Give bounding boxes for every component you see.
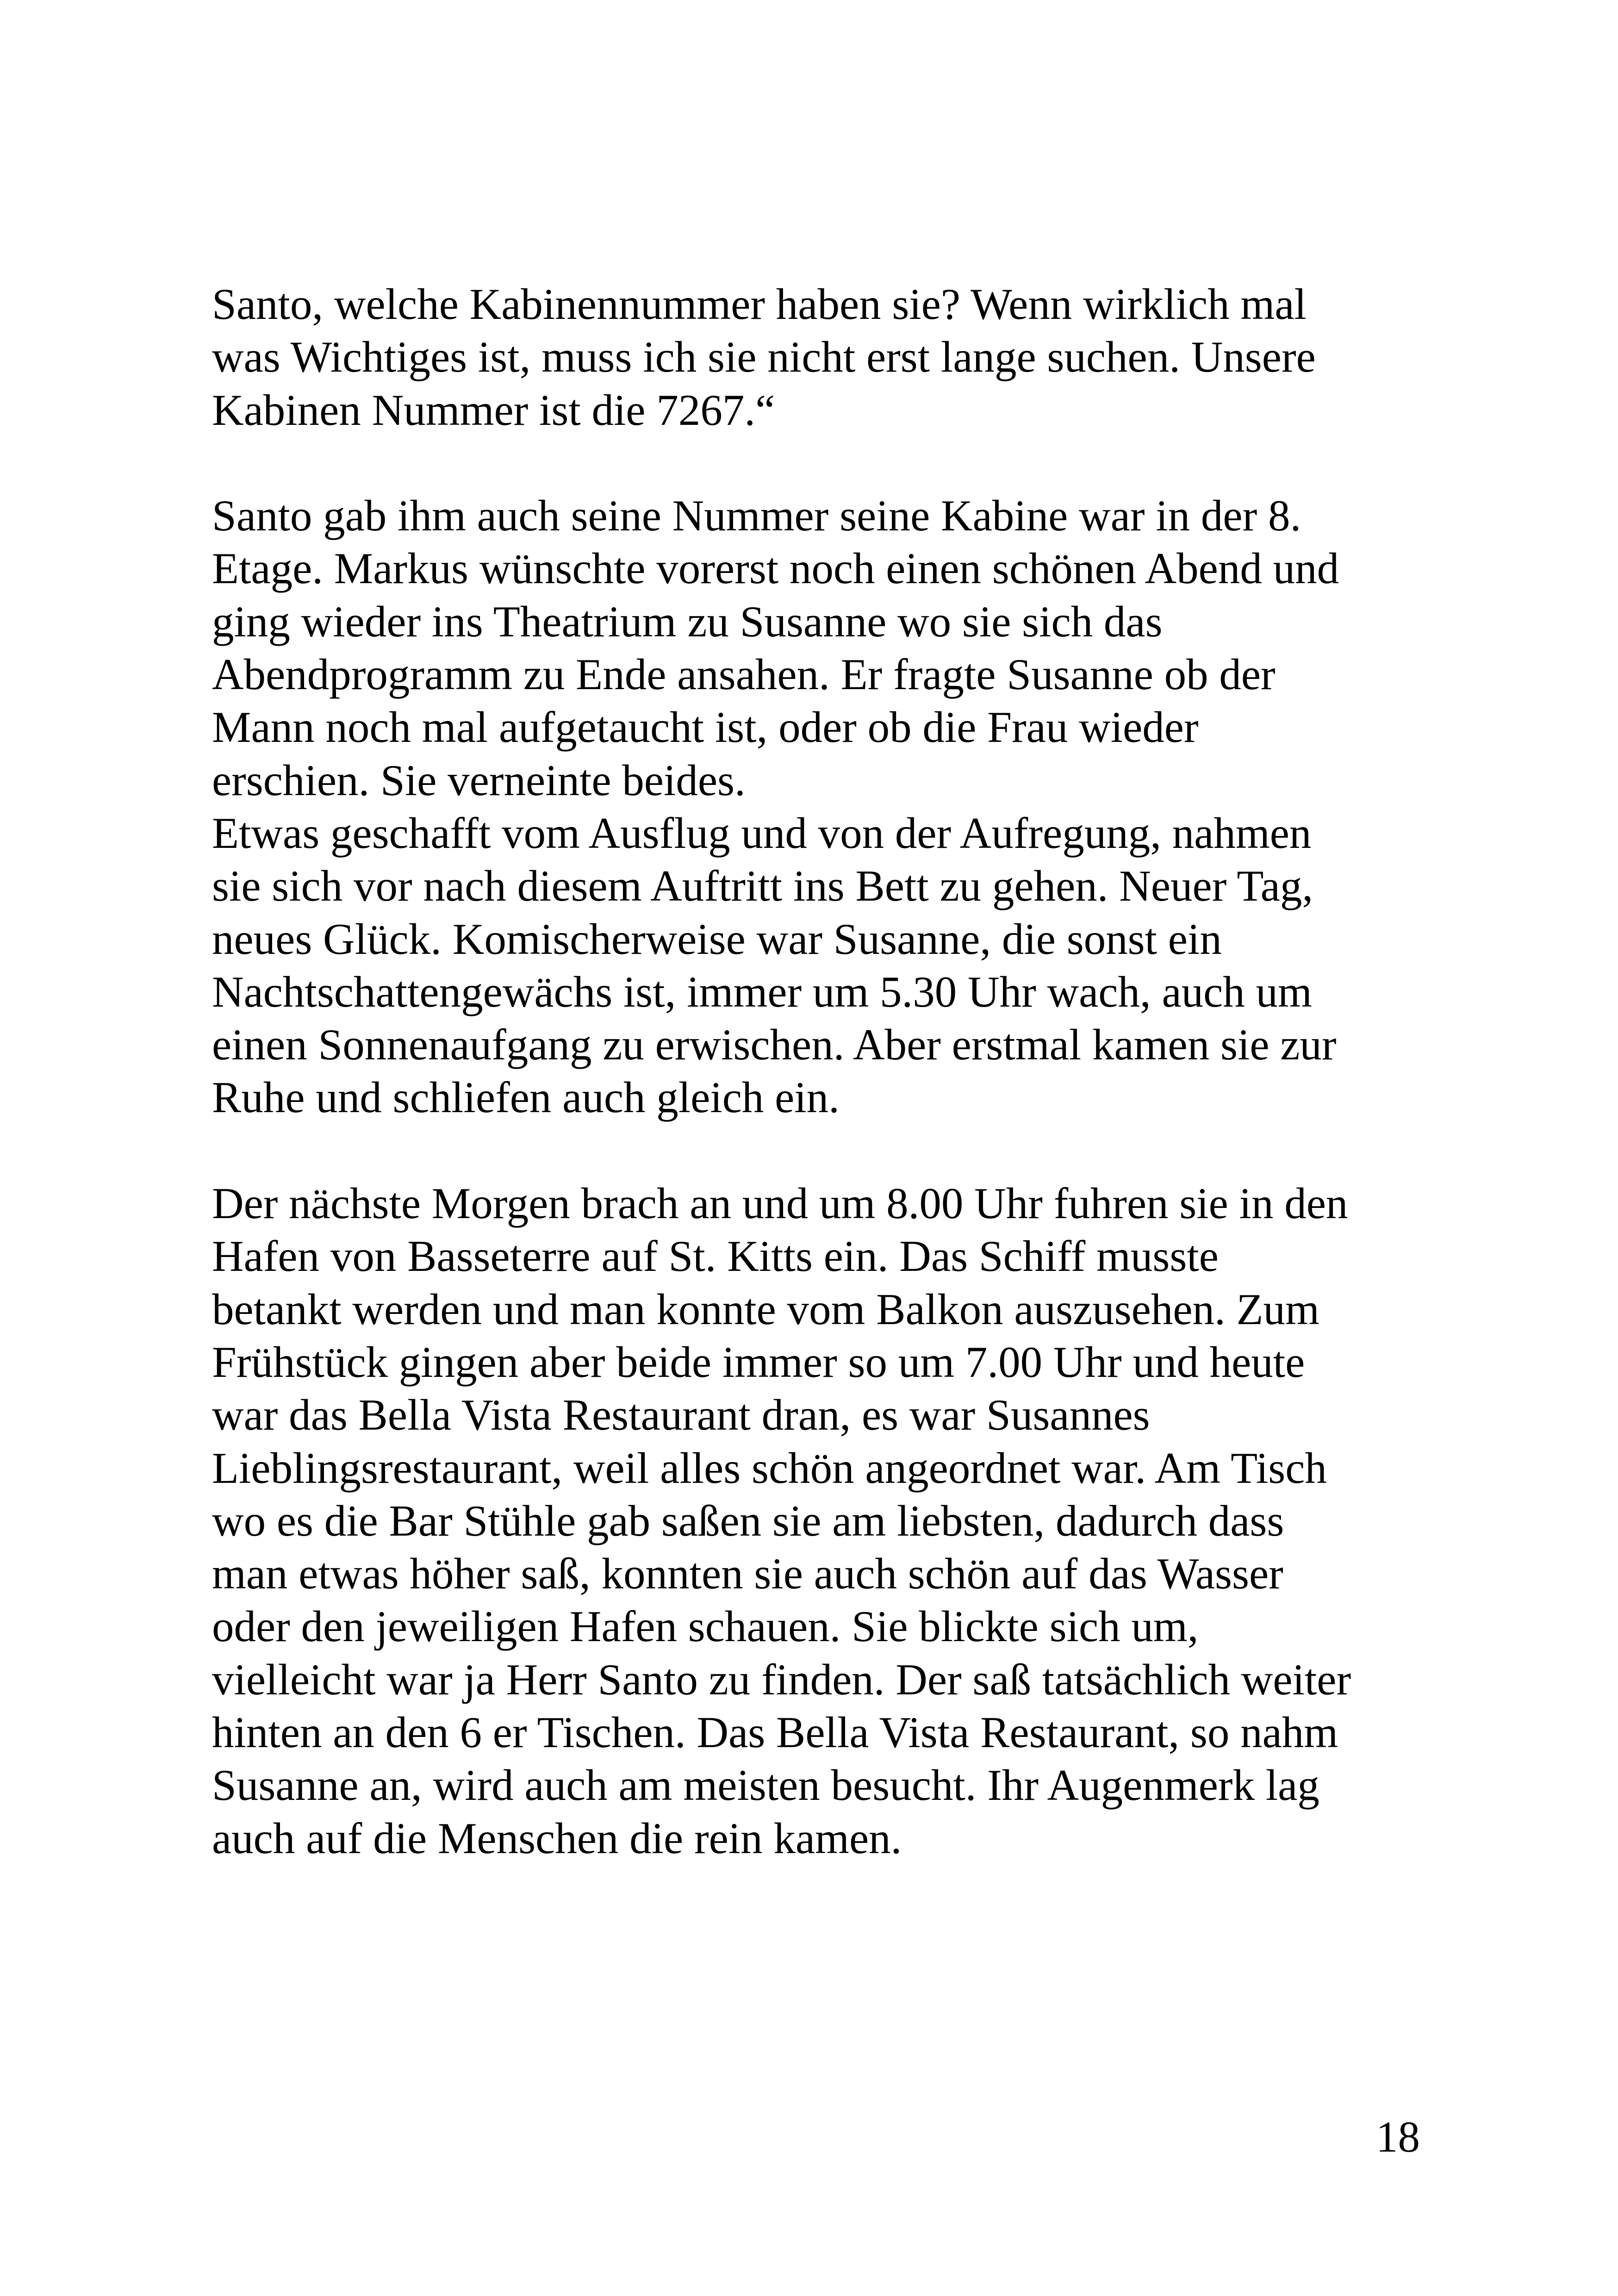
paragraph-2 [212,489,1462,1124]
text-line: Kabinen Nummer ist die 7267.“ [212,385,775,435]
text-line: vielleicht war ja Herr Santo zu finden. Der saß tatsächlich weiter [212,1655,1351,1704]
text-line: Etwas geschafft vom Ausflug und von der Aufregung, nahmen [212,808,1312,858]
text-line: was Wichtiges ist, muss ich sie nicht erst lange suchen. Unsere [212,332,1316,382]
paragraph-spacer [212,1124,1462,1177]
text-line: hinten an den 6 er Tischen. Das Bella Vista Restaurant, so nahm [212,1708,1338,1757]
text-line: wo es die Bar Stühle gab saßen sie am liebsten, dadurch dass [212,1496,1284,1545]
text-line: erschien. Sie verneinte beides. [212,755,746,805]
text-line: Susanne an, wird auch am meisten besucht. Ihr Augenmerk lag [212,1761,1319,1810]
text-line: neues Glück. Komischerweise war Susanne, die sonst ein [212,914,1222,964]
text-line: Etage. Markus wünschte vorerst noch einen schönen Abend und [212,544,1339,593]
text-line: war das Bella Vista Restaurant dran, es war Susannes [212,1390,1150,1440]
page-body-text [212,278,1462,1865]
text-line: Nachtschattengewächs ist, immer um 5.30 Uhr wach, auch um [212,967,1312,1016]
text-line: Mann noch mal aufgetaucht ist, oder ob die Frau wieder [212,703,1199,752]
text-line: Frühstück gingen aber beide immer so um 7.00 Uhr und heute [212,1337,1305,1387]
text-line: Der nächste Morgen brach an und um 8.00 Uhr fuhren sie in den [212,1179,1348,1228]
text-line: oder den jeweiligen Hafen schauen. Sie blickte sich um, [212,1602,1199,1651]
text-line: betankt werden und man konnte vom Balkon auszusehen. Zum [212,1284,1319,1334]
text-line: Santo gab ihm auch seine Nummer seine Kabine war in der 8. [212,491,1301,541]
text-line: Ruhe und schliefen auch gleich ein. [212,1073,840,1122]
text-line: Hafen von Basseterre auf St. Kitts ein. Das Schiff musste [212,1232,1219,1281]
text-line: Abendprogramm zu Ende ansahen. Er fragte Susanne ob der [212,650,1276,699]
text-line: auch auf die Menschen die rein kamen. [212,1813,902,1863]
paragraph-1 [212,278,1462,436]
text-line: einen Sonnenaufgang zu erwischen. Aber erstmal kamen sie zur [212,1020,1337,1070]
paragraph-3 [212,1177,1462,1865]
text-line: Lieblingsrestaurant, weil alles schön angeordnet war. Am Tisch [212,1443,1327,1493]
text-line: ging wieder ins Theatrium zu Susanne wo sie sich das [212,597,1163,646]
paragraph-spacer [212,436,1462,489]
page-number: 18 [1376,2112,1420,2161]
text-line: Santo, welche Kabinennummer haben sie? Wenn wirklich mal [212,280,1307,329]
text-line: man etwas höher saß, konnten sie auch schön auf das Wasser [212,1549,1283,1599]
text-line: sie sich vor nach diesem Auftritt ins Bett zu gehen. Neuer Tag, [212,861,1313,911]
